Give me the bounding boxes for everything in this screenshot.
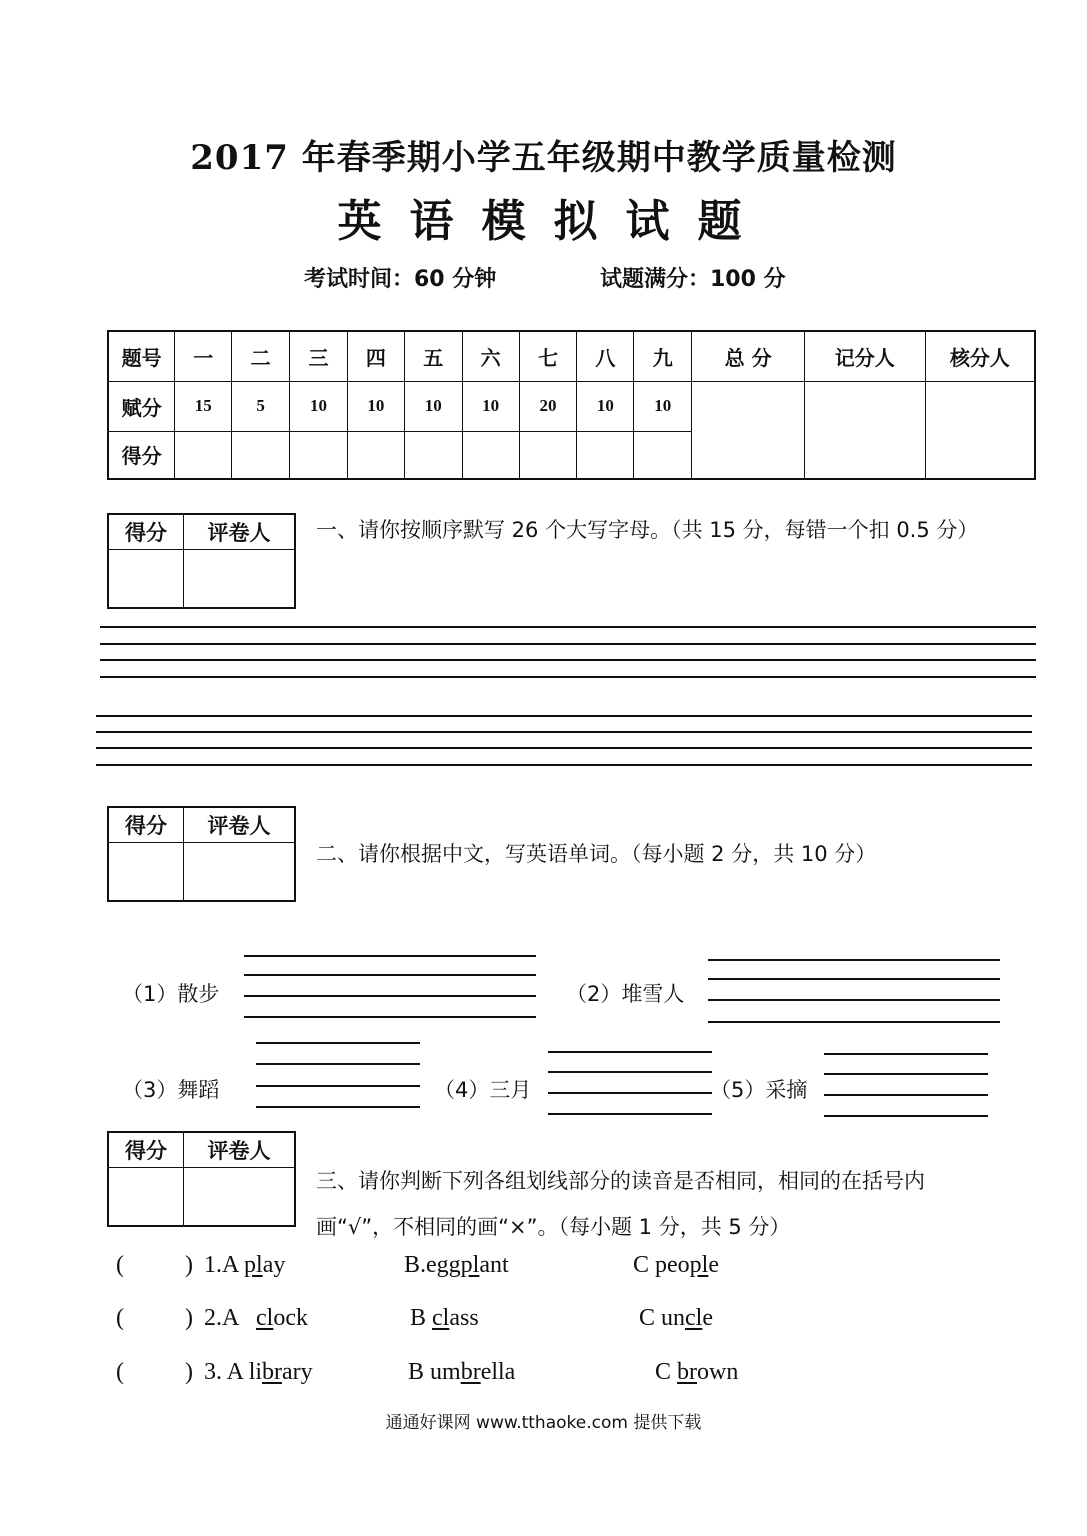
word-part: ella bbox=[480, 1359, 516, 1385]
underlined-part: br bbox=[677, 1359, 698, 1385]
points-5: 10 bbox=[404, 381, 462, 431]
score-cell-5[interactable] bbox=[404, 431, 462, 479]
points-9: 10 bbox=[634, 381, 692, 431]
grader-score-label: 得分 bbox=[108, 1132, 184, 1168]
row-label-points: 赋分 bbox=[108, 381, 175, 431]
header-3: 三 bbox=[290, 331, 348, 381]
score-cell-6[interactable] bbox=[462, 431, 519, 479]
score-cell-9[interactable] bbox=[634, 431, 692, 479]
word-item-5: （5）采摘 bbox=[710, 1078, 808, 1102]
section3-instruction: 三、请你判断下列各组划线部分的读音是否相同，相同的在括号内画“√”，不相同的画“×”。（每小题 1 分，共 5 分） bbox=[316, 1169, 925, 1239]
grader-name-label: 评卷人 bbox=[184, 1132, 296, 1168]
header-8: 八 bbox=[577, 331, 634, 381]
grader-score-label: 得分 bbox=[108, 514, 184, 550]
header-5: 五 bbox=[404, 331, 462, 381]
header-2: 二 bbox=[232, 331, 290, 381]
points-3: 10 bbox=[290, 381, 348, 431]
section2-instruction: 二、请你根据中文，写英语单词。（每小题 2 分，共 10 分） bbox=[316, 842, 877, 866]
score-cell-7[interactable] bbox=[519, 431, 577, 479]
grader-name-label: 评卷人 bbox=[184, 514, 296, 550]
score-cell-2[interactable] bbox=[232, 431, 290, 479]
points-4: 10 bbox=[347, 381, 404, 431]
points-1: 15 bbox=[175, 381, 232, 431]
question-number: 1.A bbox=[204, 1252, 239, 1278]
question-3-option-b bbox=[408, 1359, 515, 1386]
grader-score-cell[interactable] bbox=[108, 550, 184, 609]
recorder-cell[interactable] bbox=[804, 381, 925, 479]
grader-box-3 bbox=[107, 1131, 296, 1227]
points-2: 5 bbox=[232, 381, 290, 431]
word-item-3: （3）舞蹈 bbox=[122, 1078, 220, 1102]
points-7: 20 bbox=[519, 381, 577, 431]
underlined-part: pl bbox=[689, 1252, 709, 1278]
word-part: peo bbox=[655, 1252, 690, 1278]
header-9: 九 bbox=[634, 331, 692, 381]
grader-score-cell[interactable] bbox=[108, 1168, 184, 1227]
word-part: ant bbox=[479, 1252, 509, 1278]
exam-time: 考试时间：60 分钟 bbox=[304, 267, 497, 292]
section1-instruction: 一、请你按顺序默写 26 个大写字母。（共 15 分，每错一个扣 0.5 分） bbox=[316, 518, 979, 542]
question-2-option-c bbox=[639, 1305, 713, 1332]
option-label: C bbox=[655, 1359, 672, 1385]
grader-name-cell[interactable] bbox=[184, 550, 296, 609]
question-1-option-b bbox=[404, 1252, 509, 1279]
word-part: egg bbox=[426, 1252, 461, 1278]
answer-paren-close: ) bbox=[185, 1305, 193, 1331]
full-score: 试题满分：100 分 bbox=[600, 267, 786, 292]
grader-name-cell[interactable] bbox=[184, 843, 296, 902]
header-checker: 核分人 bbox=[925, 331, 1035, 381]
checker-cell[interactable] bbox=[925, 381, 1035, 479]
word-part: own bbox=[697, 1359, 739, 1385]
option-label: C bbox=[639, 1305, 656, 1331]
question-number: 2.A bbox=[204, 1305, 239, 1331]
points-8: 10 bbox=[577, 381, 634, 431]
grader-score-label: 得分 bbox=[108, 807, 184, 843]
option-label: B bbox=[410, 1305, 427, 1331]
word-part: ay bbox=[262, 1252, 286, 1278]
word-part: un bbox=[661, 1305, 686, 1331]
word-part: e bbox=[702, 1305, 713, 1331]
question-3-option-a bbox=[204, 1359, 313, 1386]
answer-paren-open[interactable]: ( bbox=[116, 1252, 124, 1278]
underlined-part: cl bbox=[685, 1305, 703, 1331]
score-cell-1[interactable] bbox=[175, 431, 232, 479]
word-part: e bbox=[708, 1252, 719, 1278]
total-score-cell[interactable] bbox=[692, 381, 805, 479]
score-cell-3[interactable] bbox=[290, 431, 348, 479]
answer-paren-close: ) bbox=[185, 1359, 193, 1385]
word-item-1: （1）散步 bbox=[122, 982, 220, 1006]
option-label: C bbox=[633, 1252, 650, 1278]
word-part: ock bbox=[273, 1305, 308, 1331]
header-4: 四 bbox=[347, 331, 404, 381]
header-total: 总 分 bbox=[692, 331, 805, 381]
answer-paren-open[interactable]: ( bbox=[116, 1359, 124, 1385]
row-label-score: 得分 bbox=[108, 431, 175, 479]
question-3-option-c bbox=[655, 1359, 738, 1386]
grader-box-1 bbox=[107, 513, 296, 609]
header-1: 一 bbox=[175, 331, 232, 381]
underlined-part: cl bbox=[432, 1305, 450, 1331]
word-part: li bbox=[248, 1359, 263, 1385]
underlined-part: pl bbox=[460, 1252, 480, 1278]
option-label: B bbox=[408, 1359, 425, 1385]
grader-name-label: 评卷人 bbox=[184, 807, 296, 843]
question-2-option-b bbox=[410, 1305, 479, 1332]
grader-score-cell[interactable] bbox=[108, 843, 184, 902]
underlined-part: cl bbox=[256, 1305, 274, 1331]
option-label: B. bbox=[404, 1252, 427, 1278]
header-recorder: 记分人 bbox=[804, 331, 925, 381]
question-1-option-c bbox=[633, 1252, 719, 1279]
underlined-part: br bbox=[460, 1359, 481, 1385]
exam-title: 2017 年春季期小学五年级期中教学质量检测 bbox=[190, 138, 897, 178]
question-2-option-a bbox=[204, 1305, 308, 1332]
question-number: 3. A bbox=[204, 1359, 243, 1385]
word-item-2: （2）堆雪人 bbox=[566, 982, 685, 1006]
score-cell-4[interactable] bbox=[347, 431, 404, 479]
answer-paren-close: ) bbox=[185, 1252, 193, 1278]
underlined-part: br bbox=[262, 1359, 283, 1385]
word-part: ass bbox=[449, 1305, 479, 1331]
score-cell-8[interactable] bbox=[577, 431, 634, 479]
word-part: ary bbox=[282, 1359, 313, 1385]
question-1-option-a bbox=[204, 1252, 285, 1279]
header-7: 七 bbox=[519, 331, 577, 381]
answer-paren-open[interactable]: ( bbox=[116, 1305, 124, 1331]
grader-box-2 bbox=[107, 806, 296, 902]
underlined-part: pl bbox=[244, 1252, 263, 1278]
points-6: 10 bbox=[462, 381, 519, 431]
page-footer: 通通好课网 www.tthaoke.com 提供下载 bbox=[385, 1413, 702, 1433]
score-table bbox=[107, 330, 1036, 480]
grader-name-cell[interactable] bbox=[184, 1168, 296, 1227]
word-item-4: （4）三月 bbox=[434, 1078, 532, 1102]
exam-subtitle: 英语模拟试题 bbox=[337, 196, 770, 247]
row-label-number: 题号 bbox=[108, 331, 175, 381]
word-part: um bbox=[430, 1359, 461, 1385]
header-6: 六 bbox=[462, 331, 519, 381]
